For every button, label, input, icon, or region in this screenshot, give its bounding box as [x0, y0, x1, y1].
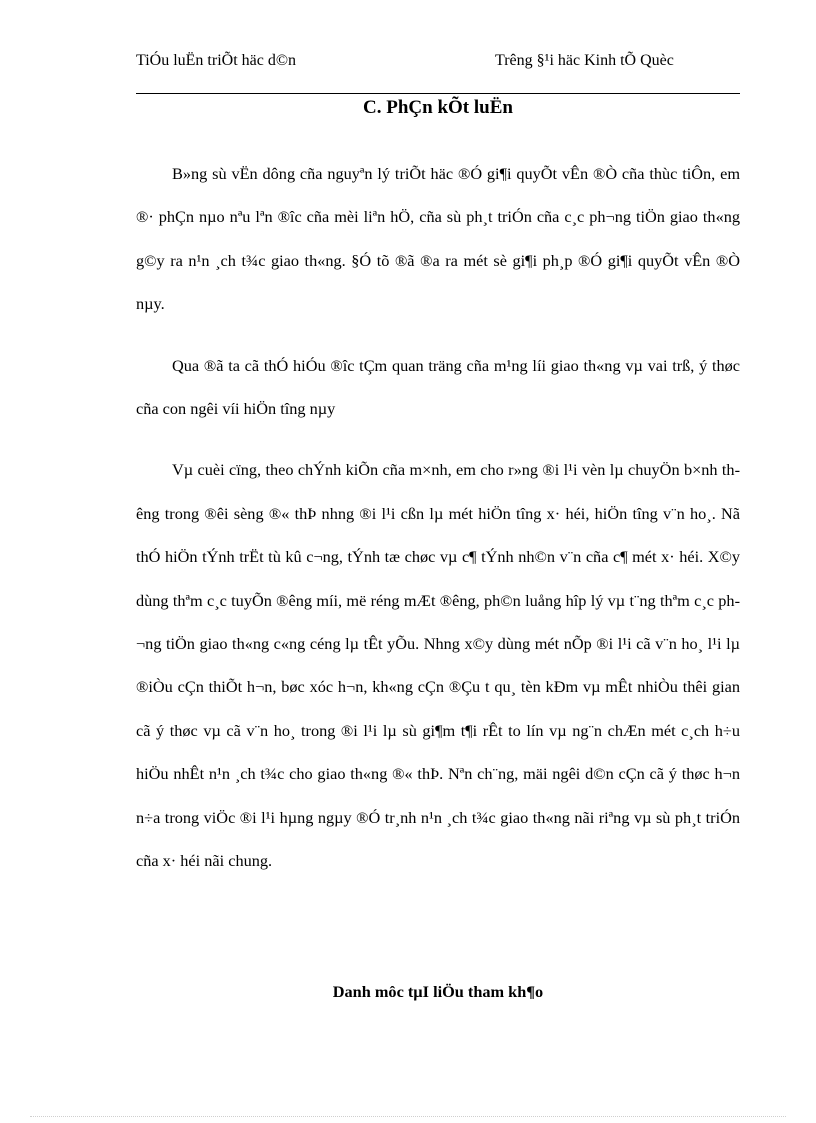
- paragraph-3: Vµ cuèi cïng, theo chÝnh kiÕn cña m×nh, em cho r»ng ®i l¹i vèn lµ chuyÖn b×nh thêng trong ®êi sèng ®« thÞ nhng ®i l¹i cßn lµ mét hiÖn tîng x· héi, hiÖn tîng v¨n ho¸. Nã thÓ hiÖn tÝnh trËt tù kû c¬ng, tÝnh tæ chøc vµ c¶ tÝnh nh©n v¨n cña c¶ mét x· héi. X©y dùng thªm c¸c tuyÕn ®êng míi, më réng mÆt ®êng, ph©n luång hîp lý vµ t¨ng thªm c¸c ph¬ng tiÖn giao th«ng c«ng céng lµ tÊt yÕu. Nhng x©y dùng mét nÕp ®i l¹i cã v¨n ho¸ l¹i lµ ®iÒu cÇn thiÕt h¬n, bøc xóc h¬n, kh«ng cÇn ®Çu t qu¸ tèn kÐm vµ mÊt nhiÒu thêi gian cã ý thøc vµ cã v¨n ho¸ trong ®i l¹i lµ sù gi¶m t¶i rÊt to lín vµ ng¨n chÆn mét c¸ch h÷u hiÖu nhÊt n¹n ¸ch t¾c cho giao th«ng ®« thÞ. Nªn ch¨ng, mäi ngêi d©n cÇn cã ý thøc h¬n n÷a trong viÖc ®i l¹i hµng ngµy ®Ó tr¸nh n¹n ¸ch t¾c giao th«ng nãi riªng vµ sù ph¸t triÓn cña x· héi nãi chung.: [136, 460, 740, 871]
- references-heading: Danh môc tµI liÖu tham kh¶o: [332, 982, 544, 1001]
- header-right-title: Trêng §¹i häc Kinh tÕ Quèc: [495, 52, 674, 69]
- paragraph-2: Qua ®ã ta cã thÓ hiÓu ®îc tÇm quan träng cña m¹ng líi giao th«ng vµ vai trß, ý thøc cña con ngêi víi hiÖn tîng nµy: [136, 355, 740, 419]
- section-title: C. PhÇn kÕt luËn: [363, 97, 513, 118]
- page-bottom-divider: [30, 1116, 786, 1117]
- paragraph-1: B»ng sù vËn dông cña nguyªn lý triÕt häc ®Ó gi¶i quyÕt vÊn ®Ò cña thùc tiÔn, em ®· phÇn nµo nªu lªn ®îc cña mèi liªn hÖ, cña sù ph¸t triÓn cña c¸c ph¬ng tiÖn giao th«ng g©y ra n¹n ¸ch t¾c giao th«ng. §Ó tõ ®ã ®a ra mét sè gi¶i ph¸p ®Ó gi¶i quyÕt vÊn ®Ò nµy.: [136, 164, 740, 314]
- header-divider: [136, 93, 740, 94]
- body-text: [136, 152, 740, 883]
- header-left-title: TiÓu luËn triÕt häc d©n: [136, 52, 297, 69]
